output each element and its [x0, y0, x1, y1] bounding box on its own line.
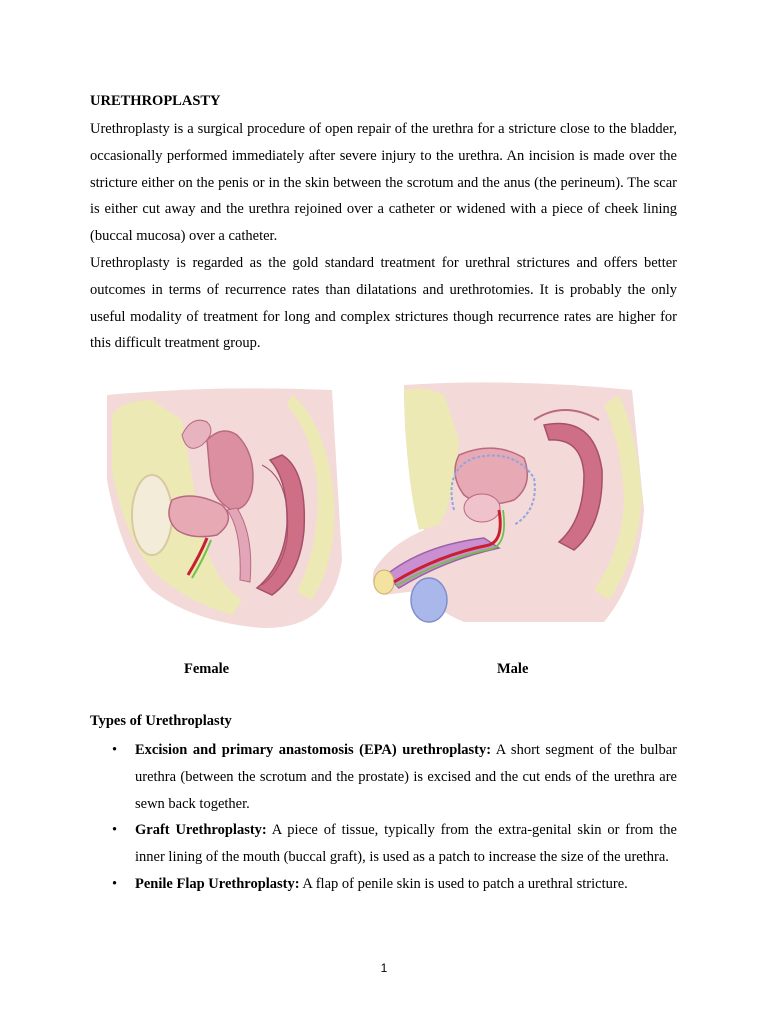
- female-anatomy-illustration: [92, 360, 362, 660]
- type-term: Penile Flap Urethroplasty:: [135, 875, 300, 892]
- type-description: A short segment of the bulbar urethra (between the scrotum and the prostate) is excised and the cut ends of the urethra are sewn back together.: [135, 742, 678, 812]
- male-anatomy-illustration: [364, 360, 654, 660]
- type-description: A flap of penile skin is used to patch a urethral stricture.: [299, 875, 628, 892]
- type-term: Excision and primary anastomosis (EPA) urethroplasty:: [135, 742, 492, 758]
- list-item: [90, 817, 677, 871]
- bullet-icon: •: [112, 742, 118, 758]
- female-caption: Female: [184, 661, 230, 677]
- paragraph-gold-standard: Urethroplasty is regarded as the gold standard treatment for urethral strictures and offers better outcomes in terms of recurrence rates than dilatations and urethrotomies. It is probably the only useful modality of treatment for long and complex strictures though recurrence rates are higher for this difficult treatment group.: [90, 255, 677, 352]
- bullet-icon: •: [112, 875, 118, 892]
- document-title: URETHROPLASTY: [90, 93, 221, 109]
- bullet-icon: •: [112, 822, 118, 839]
- type-description: A piece of tissue, typically from the extra-genital skin or from the inner lining of the mouth (buccal graft), is used as a patch to increase the size of the urethra.: [135, 822, 677, 866]
- male-caption: Male: [497, 661, 529, 677]
- types-list: [90, 737, 677, 898]
- types-heading: Types of Urethroplasty: [90, 713, 232, 729]
- paragraph-intro: Urethroplasty is a surgical procedure of open repair of the urethra for a stricture close to the bladder, occasionally performed immediately after severe injury to the urethra. An incision is made over the stricture either on the penis or in the skin between the scrotum and the anus (the perineum). The scar is either cut away and the urethra rejoined over a catheter or widened with a piece of cheek lining (buccal mucosa) over a catheter.: [90, 121, 677, 245]
- type-term: Graft Urethroplasty:: [135, 822, 267, 839]
- page-number: 1: [380, 961, 388, 975]
- list-item: [90, 871, 677, 898]
- list-item: [90, 737, 677, 817]
